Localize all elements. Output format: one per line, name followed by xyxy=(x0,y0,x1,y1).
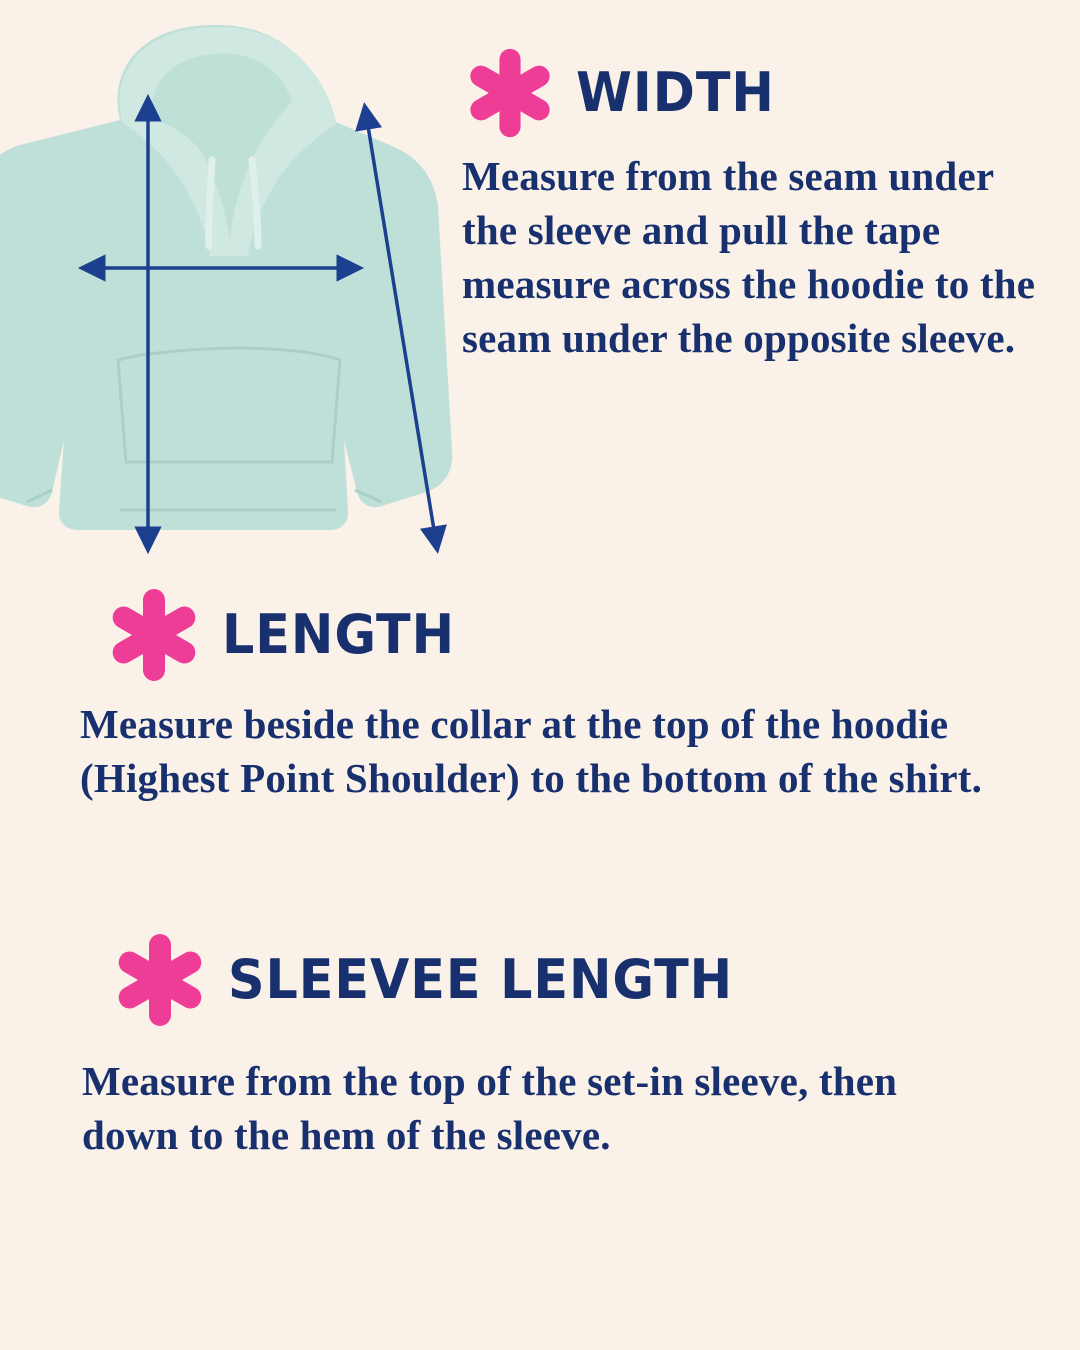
width-body: Measure from the seam under the sleeve and pull the tape measure across the hoodie to the seam under the opposite sleeve. xyxy=(462,153,1036,362)
hoodie-graphic xyxy=(0,10,460,555)
hoodie-body-shape xyxy=(0,25,452,530)
asterisk-icon xyxy=(462,45,558,141)
length-heading: LENGTH xyxy=(222,603,456,666)
asterisk-icon xyxy=(110,930,210,1030)
length-body: Measure beside the collar at the top of the hoodie (Highest Point Shoulder) to the bottom of the shirt. xyxy=(80,701,983,802)
width-heading: WIDTH xyxy=(576,61,775,124)
width-heading-row xyxy=(462,45,1062,141)
hoodie-illustration xyxy=(0,10,460,555)
section-length xyxy=(0,585,1080,915)
asterisk-icon xyxy=(104,585,204,685)
section-width xyxy=(0,0,1080,575)
sleeve-heading-row xyxy=(110,930,1080,1030)
section-sleeve-length xyxy=(0,930,1080,1330)
length-heading-row xyxy=(104,585,1080,685)
sleeve-heading: SLEEVEE LENGTH xyxy=(228,948,734,1011)
sleeve-body: Measure from the top of the set-in sleeve, then down to the hem of the sleeve. xyxy=(82,1058,898,1159)
width-text-block xyxy=(462,45,1062,365)
